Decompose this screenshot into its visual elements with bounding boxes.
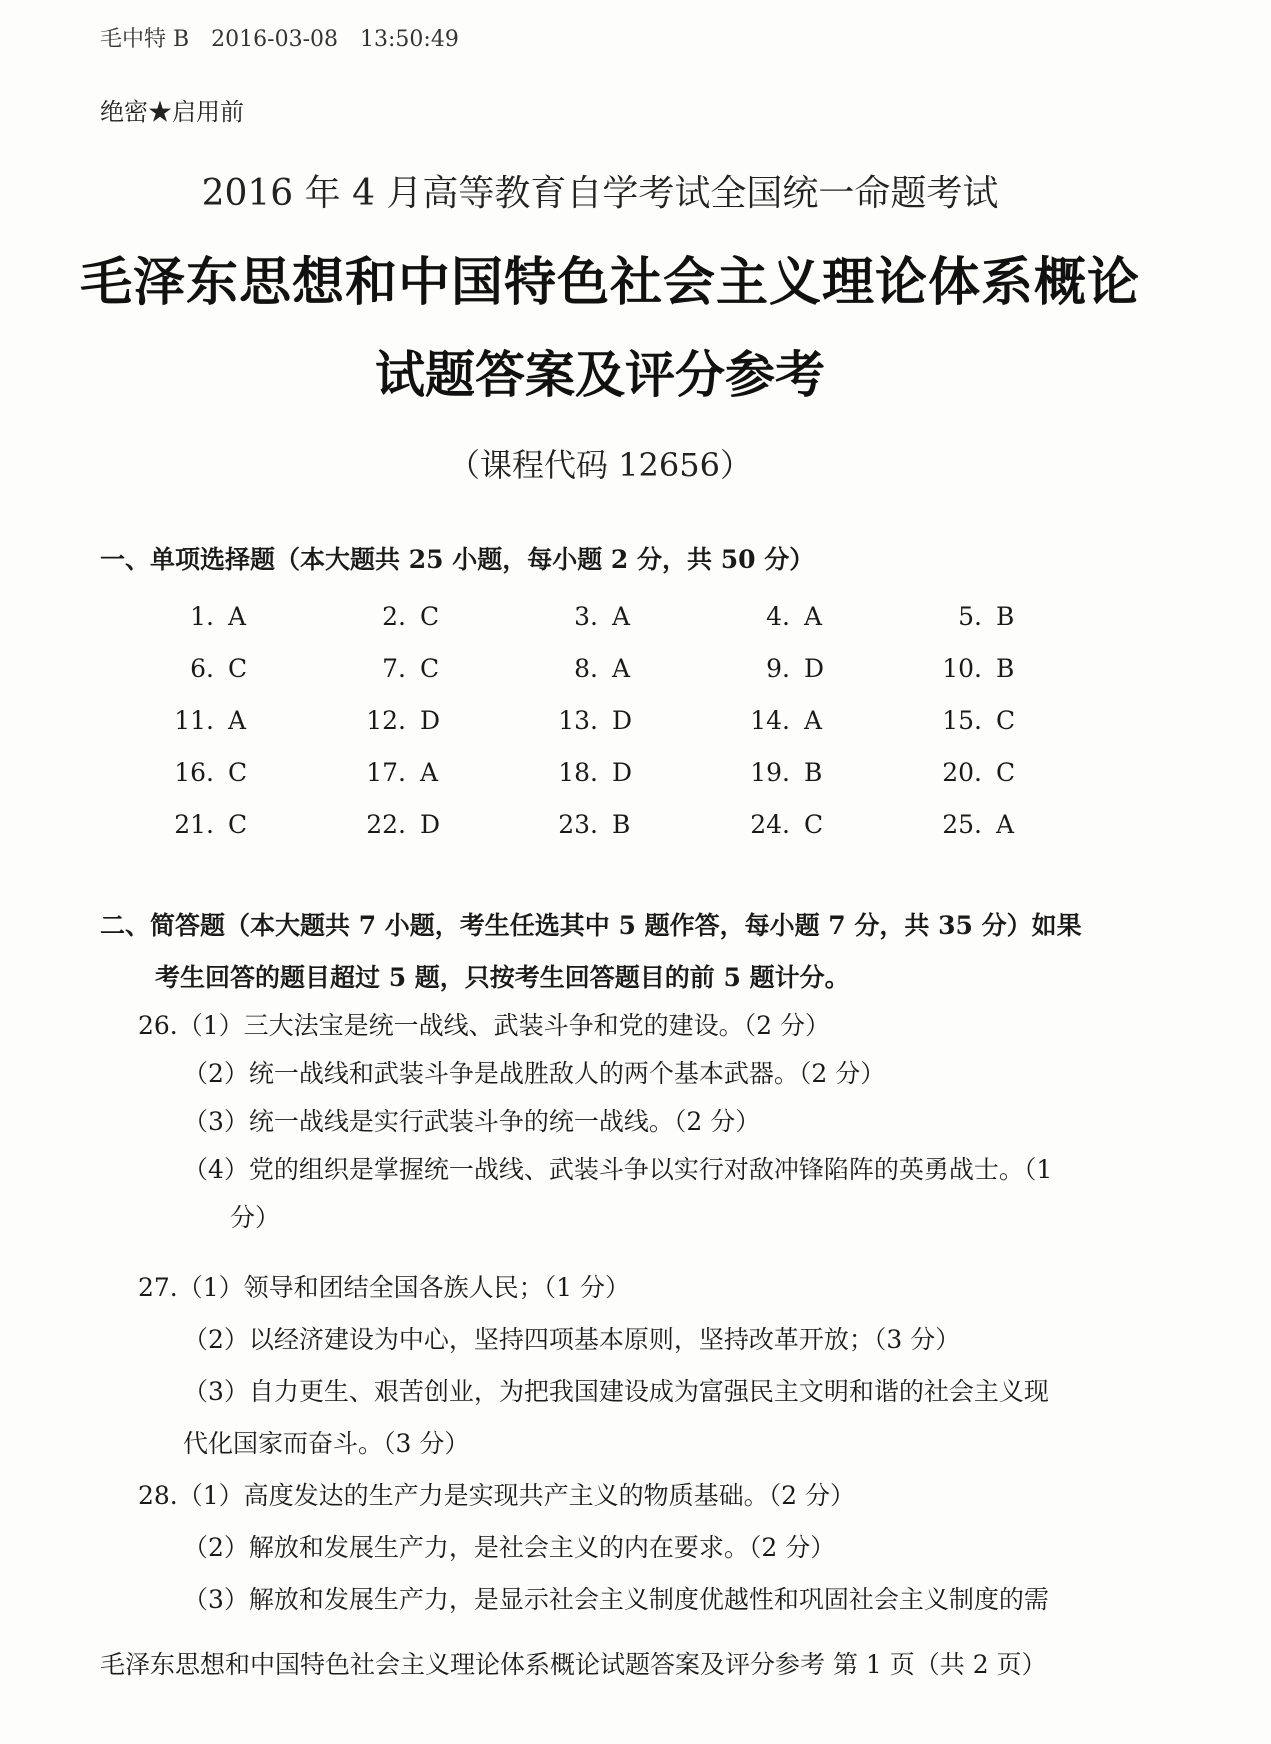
main-title: 毛泽东思想和中国特色社会主义理论体系概论 (79, 252, 1140, 313)
answer-letter: B (996, 653, 1015, 683)
course-code: （课程代码 12656） (448, 446, 752, 484)
answer-letter: C (228, 653, 248, 683)
answer-letter: C (804, 809, 824, 839)
q26-part4: （4）党的组织是掌握统一战线、武装斗争以实行对敌冲锋陷阵的英勇战士。（1 (183, 1155, 1053, 1184)
question-number: 22. (366, 809, 406, 839)
q27-part3-cont: 代化国家而奋斗。（3 分） (183, 1429, 470, 1458)
question-number: 5. (958, 601, 982, 631)
answer-letter: C (228, 809, 248, 839)
question-number: 9. (766, 653, 790, 683)
answer-item (726, 758, 918, 787)
answer-item (726, 706, 918, 735)
answer-item (918, 654, 1110, 683)
answer-letter: B (612, 809, 631, 839)
answer-letter: D (420, 809, 441, 839)
q28-part3: （3）解放和发展生产力，是显示社会主义制度优越性和巩固社会主义制度的需 (183, 1585, 1049, 1614)
question-number: 11. (174, 705, 214, 735)
answer-item (534, 810, 726, 839)
question-number: 20. (942, 757, 982, 787)
question-number: 17. (366, 757, 406, 787)
answer-letter: A (420, 757, 439, 787)
question-number: 1. (190, 601, 214, 631)
answer-letter: A (996, 809, 1015, 839)
question-number: 25. (942, 809, 982, 839)
question-number: 7. (382, 653, 406, 683)
answer-letter: A (804, 705, 823, 735)
answer-item (918, 758, 1110, 787)
question-number: 24. (750, 809, 790, 839)
q26-part3: （3）统一战线是实行武装斗争的统一战线。（2 分） (183, 1107, 761, 1136)
question-number: 16. (174, 757, 214, 787)
stamp-code: 毛中特 B (100, 27, 190, 52)
question-number: 21. (174, 809, 214, 839)
answer-item (918, 810, 1110, 839)
q26-part1: 26.（1）三大法宝是统一战线、武装斗争和党的建设。（2 分） (138, 1011, 831, 1040)
answer-letter: C (996, 757, 1016, 787)
question-number: 8. (574, 653, 598, 683)
q26-part2: （2）统一战线和武装斗争是战胜敌人的两个基本武器。（2 分） (183, 1059, 886, 1088)
answer-letter: D (804, 653, 825, 683)
answer-row (150, 798, 1110, 850)
answer-item (726, 654, 918, 683)
answer-item (918, 706, 1110, 735)
q27-part3: （3）自力更生、艰苦创业，为把我国建设成为富强民主文明和谐的社会主义现 (183, 1377, 1049, 1406)
answer-item (534, 654, 726, 683)
question-number: 14. (750, 705, 790, 735)
answer-item (150, 758, 342, 787)
question-number: 13. (558, 705, 598, 735)
print-stamp (100, 22, 481, 53)
answer-item (150, 602, 342, 631)
answer-letter: B (996, 601, 1015, 631)
answer-letter: C (996, 705, 1016, 735)
answer-letter: C (420, 653, 440, 683)
answer-letter: A (612, 653, 631, 683)
answer-item (342, 758, 534, 787)
answer-grid (150, 590, 1110, 850)
sub-title: 试题答案及评分参考 (375, 345, 825, 404)
answer-letter: C (228, 757, 248, 787)
answer-item (150, 706, 342, 735)
answer-item (150, 654, 342, 683)
answer-item (150, 810, 342, 839)
question-number: 12. (366, 705, 406, 735)
answer-item (342, 706, 534, 735)
exam-title: 2016 年 4 月高等教育自学考试全国统一命题考试 (201, 173, 999, 214)
question-number: 2. (382, 601, 406, 631)
q27-part2: （2）以经济建设为中心，坚持四项基本原则，坚持改革开放；（3 分） (183, 1325, 961, 1354)
answer-letter: A (228, 705, 247, 735)
section1-heading: 一、单项选择题（本大题共 25 小题，每小题 2 分，共 50 分） (100, 545, 815, 574)
answer-letter: A (228, 601, 247, 631)
answer-item (342, 810, 534, 839)
question-number: 3. (574, 601, 598, 631)
answer-letter: C (420, 601, 440, 631)
question-number: 4. (766, 601, 790, 631)
answer-item (918, 602, 1110, 631)
answer-row (150, 694, 1110, 746)
section2-heading-cont: 考生回答的题目超过 5 题，只按考生回答题目的前 5 题计分。 (155, 963, 850, 992)
q28-part2: （2）解放和发展生产力，是社会主义的内在要求。（2 分） (183, 1533, 836, 1562)
stamp-date: 2016-03-08 (211, 27, 339, 52)
answer-letter: A (804, 601, 823, 631)
section2-heading: 二、简答题（本大题共 7 小题，考生任选其中 5 题作答，每小题 7 分，共 35 分）如果 (100, 911, 1082, 940)
answer-row (150, 590, 1110, 642)
answer-letter: D (612, 757, 633, 787)
q27-part1: 27.（1）领导和团结全国各族人民；（1 分） (138, 1273, 631, 1302)
answer-item (726, 602, 918, 631)
page-footer: 毛泽东思想和中国特色社会主义理论体系概论试题答案及评分参考 第 1 页（共 2 页） (100, 1650, 1047, 1679)
question-number: 18. (558, 757, 598, 787)
question-number: 19. (750, 757, 790, 787)
answer-item (342, 654, 534, 683)
stamp-time: 13:50:49 (360, 27, 459, 52)
answer-letter: D (612, 705, 633, 735)
answer-letter: B (804, 757, 823, 787)
answer-item (726, 810, 918, 839)
secret-label: 绝密★启用前 (100, 98, 244, 126)
answer-item (342, 602, 534, 631)
question-number: 6. (190, 653, 214, 683)
answer-item (534, 602, 726, 631)
q28-part1: 28.（1）高度发达的生产力是实现共产主义的物质基础。（2 分） (138, 1481, 856, 1510)
answer-item (534, 706, 726, 735)
answer-item (534, 758, 726, 787)
question-number: 10. (942, 653, 982, 683)
answer-row (150, 746, 1110, 798)
answer-letter: A (612, 601, 631, 631)
answer-letter: D (420, 705, 441, 735)
answer-row (150, 642, 1110, 694)
q26-part4-cont: 分） (230, 1203, 281, 1232)
question-number: 23. (558, 809, 598, 839)
question-number: 15. (942, 705, 982, 735)
